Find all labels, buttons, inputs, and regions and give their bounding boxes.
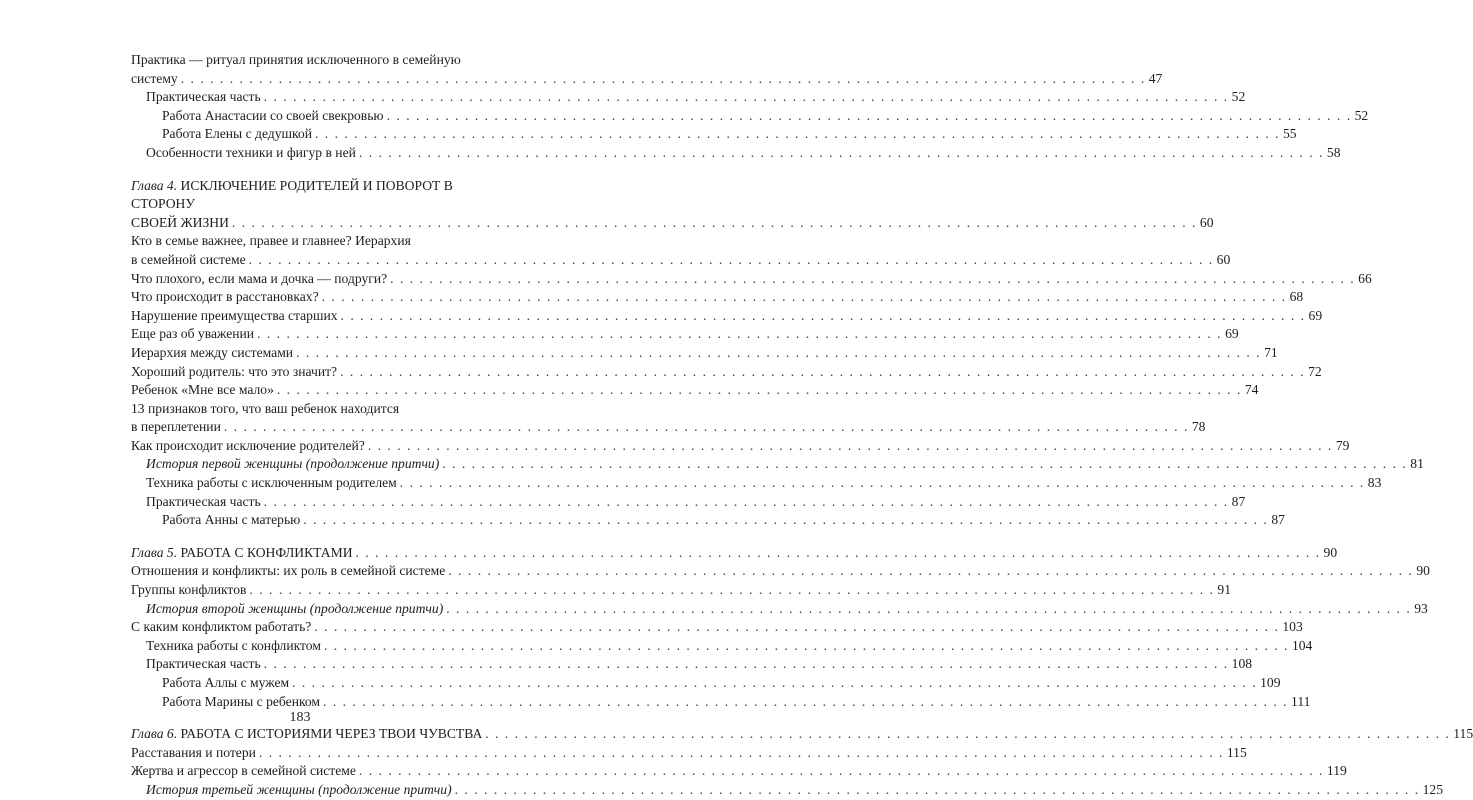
toc-entry-line	[131, 307, 1323, 326]
toc-entry-title	[162, 107, 384, 126]
toc-entry-line	[131, 363, 1322, 382]
toc-entry-title	[131, 581, 246, 600]
toc-entry-title-text: Жертва и агрессор в семейной системе	[131, 763, 356, 779]
dot-leader	[341, 307, 1306, 326]
toc-entry-title	[131, 618, 311, 637]
toc-page-number: 91	[1217, 582, 1232, 598]
toc-entry-title-text: Расставания и потери	[131, 744, 256, 760]
toc-page-number: 52	[1354, 107, 1369, 123]
chapter-label: Глава 6.	[131, 726, 178, 742]
dot-leader	[455, 781, 1420, 800]
dot-leader	[292, 674, 1257, 693]
toc-entry-line	[146, 88, 1246, 107]
toc-entry-title	[162, 693, 320, 712]
toc-entry-title	[146, 88, 261, 107]
toc-page-number: 60	[1216, 251, 1231, 267]
toc-entry[interactable]	[131, 693, 1311, 712]
toc-entry-line	[146, 637, 1313, 656]
toc-entry-title-text: Хороший родитель: что это значит?	[131, 363, 338, 379]
toc-page-number: 90	[1416, 563, 1430, 579]
toc-entry-line	[131, 581, 1232, 600]
toc-page-number: 103	[1282, 619, 1303, 635]
toc-page-number: 83	[1367, 475, 1382, 491]
toc-entry-line	[162, 125, 1297, 144]
chapter-gap	[131, 163, 513, 177]
toc-entry-title-text: Что происходит в расстановках?	[131, 289, 319, 305]
dot-leader	[249, 251, 1214, 270]
dot-leader	[224, 418, 1189, 437]
toc-entry-title-text: С каким конфликтом работать?	[131, 619, 312, 635]
toc-page-number: 108	[1231, 656, 1253, 672]
dot-leader	[485, 725, 1450, 744]
toc-entry-title	[131, 344, 293, 363]
toc-entry-line	[146, 455, 1424, 474]
toc-entry[interactable]	[131, 107, 1369, 126]
toc-entry-title	[131, 307, 338, 326]
toc-entry[interactable]	[131, 781, 1444, 800]
toc-entry[interactable]	[131, 455, 1424, 474]
toc-page-number: 79	[1335, 437, 1350, 453]
toc-entry-title-text: История третьей женщины (продолжение притчи)	[146, 781, 452, 797]
dot-leader	[324, 637, 1289, 656]
toc-page-number: 68	[1289, 289, 1304, 305]
toc-entry-title	[131, 418, 221, 437]
toc-entry-title	[131, 762, 356, 781]
dot-leader	[368, 437, 1333, 456]
toc-entry[interactable]	[131, 51, 1163, 88]
toc-entry-title	[131, 251, 246, 270]
toc-entry-title	[146, 144, 356, 163]
dot-leader	[257, 325, 1222, 344]
toc-entry-line	[131, 251, 1231, 270]
dot-leader	[315, 125, 1280, 144]
toc-entry-title	[131, 381, 274, 400]
toc-entry[interactable]	[131, 725, 1473, 744]
toc-entry[interactable]	[131, 144, 1341, 163]
toc-page-number: 52	[1231, 89, 1246, 105]
toc-entry-title-text: СВОЕЙ ЖИЗНИ	[131, 214, 229, 230]
toc-entry-line	[131, 744, 1247, 763]
toc-page-number: 109	[1260, 675, 1281, 690]
toc-entry[interactable]	[131, 762, 1347, 781]
toc-entry-title-text: Иерархия между системами	[131, 344, 294, 360]
toc-entry[interactable]	[131, 288, 1304, 307]
toc-entry[interactable]	[131, 270, 1372, 289]
toc-page-number: 60	[1199, 214, 1214, 230]
toc-entry-title-text: в переплетении	[131, 419, 221, 435]
dot-leader	[303, 511, 1268, 530]
toc-entry-line	[131, 70, 1163, 89]
toc-page-number: 125	[1422, 781, 1444, 797]
toc-entry-line	[162, 693, 1311, 712]
toc-entry[interactable]	[131, 618, 1303, 637]
toc-entry-title-text: История второй женщины (продолжение притчи)	[146, 600, 444, 616]
dot-leader	[264, 493, 1229, 512]
toc-page-number: 87	[1271, 512, 1285, 528]
toc-entry-title	[146, 655, 261, 674]
toc-entry-title-text: Работа Аллы с мужем	[162, 675, 290, 690]
toc-entry-line	[162, 511, 1285, 530]
toc-entry-title-text: Практическая часть	[146, 89, 261, 105]
toc-page-number: 66	[1358, 270, 1372, 286]
toc-entry[interactable]	[131, 600, 1428, 619]
toc-entry-line	[131, 437, 1350, 456]
toc-entry-title	[131, 544, 353, 563]
toc-entry[interactable]	[131, 581, 1232, 600]
toc-entry[interactable]	[131, 400, 1206, 437]
toc-entry-title	[146, 455, 439, 474]
dot-leader	[387, 107, 1352, 126]
dot-leader	[442, 455, 1407, 474]
dot-leader	[448, 562, 1413, 581]
toc-entry-line	[131, 562, 1430, 581]
toc-entry[interactable]	[131, 474, 1382, 493]
toc-entry[interactable]	[131, 363, 1322, 382]
toc-entry-line	[131, 270, 1372, 289]
toc-entry-line	[146, 781, 1444, 800]
toc-entry-line	[131, 214, 1214, 233]
toc-page-number: 90	[1323, 544, 1338, 560]
toc-entry-title	[131, 70, 178, 89]
toc-entry[interactable]	[131, 674, 1281, 693]
toc-entry[interactable]	[131, 544, 1338, 563]
toc-entry-title	[162, 511, 300, 530]
toc-entry-line	[131, 381, 1259, 400]
toc-entry-title-line1: ИСКЛЮЧЕНИЕ РОДИТЕЛЕЙ И ПОВОРОТ В СТОРОНУ	[131, 177, 453, 212]
toc-entry-line	[162, 107, 1369, 126]
toc-entry-title-text: Отношения и конфликты: их роль в семейной системе	[131, 563, 446, 579]
toc-entry[interactable]	[131, 344, 1278, 363]
toc-entry-title-text: РАБОТА С КОНФЛИКТАМИ	[180, 544, 353, 560]
toc-entry-title	[146, 600, 443, 619]
page-number: 183	[289, 710, 311, 725]
toc-entry[interactable]	[131, 511, 1285, 530]
toc-entry-title	[131, 214, 229, 233]
dot-leader	[232, 214, 1197, 233]
dot-leader	[264, 655, 1229, 674]
toc-entry-title-text: Работа Марины с ребенком	[162, 693, 321, 709]
toc-page-number: 71	[1264, 344, 1278, 360]
toc-entry-title	[146, 637, 321, 656]
toc-entry-line	[146, 493, 1246, 512]
toc-entry-title-line1: Практика — ритуал принятия исключенного в семейную	[131, 52, 461, 67]
toc-entry-line	[162, 674, 1281, 693]
toc-entry-title-line1: 13 признаков того, что ваш ребенок находится	[131, 400, 400, 416]
toc-entry[interactable]	[131, 177, 1214, 233]
toc-entry[interactable]	[131, 655, 1253, 674]
toc-entry-title-text: Группы конфликтов	[131, 582, 247, 598]
toc-entry[interactable]	[131, 744, 1247, 763]
toc-entry[interactable]	[131, 88, 1246, 107]
toc-entry-title-text: в семейной системе	[131, 251, 246, 267]
toc-page-number: 69	[1225, 326, 1239, 342]
toc-page-number: 69	[1308, 307, 1323, 323]
toc-entry-title-text: систему	[131, 70, 178, 86]
toc-entry-title	[162, 125, 312, 144]
toc-entry-title	[131, 725, 482, 744]
toc-entry-title-text: Что плохого, если мама и дочка — подруги?	[131, 270, 388, 286]
toc-page-number: 58	[1326, 144, 1341, 160]
toc-entry-line	[146, 474, 1382, 493]
toc-entry-title	[131, 744, 256, 763]
toc-entry-title-text: РАБОТА С ИСТОРИЯМИ ЧЕРЕЗ ТВОИ ЧУВСТВА	[180, 726, 483, 742]
dot-leader	[322, 288, 1287, 307]
toc-page-number: 87	[1231, 493, 1246, 509]
toc-entry-title-text: Практическая часть	[146, 656, 261, 672]
toc-entry-title	[146, 474, 397, 493]
dot-leader	[259, 744, 1224, 763]
toc-page-number: 115	[1226, 744, 1247, 760]
dot-leader	[359, 144, 1324, 163]
dot-leader	[249, 581, 1214, 600]
toc-entry-title	[131, 363, 337, 382]
toc-entry-title-text: Особенности техники и фигур в ней	[146, 144, 356, 160]
toc-entry[interactable]	[131, 562, 1430, 581]
toc-entry-line	[146, 655, 1253, 674]
dot-leader	[446, 600, 1411, 619]
dot-leader	[296, 344, 1261, 363]
toc-entry-title	[146, 493, 261, 512]
toc-entry-title-text: История первой женщины (продолжение притчи)	[146, 456, 440, 472]
dot-leader	[323, 693, 1288, 712]
toc-entry-line	[131, 618, 1303, 637]
toc-entry-line	[131, 544, 1338, 563]
toc-page-number: 55	[1282, 126, 1297, 142]
toc-page-number: 104	[1291, 637, 1313, 653]
toc-entry[interactable]	[131, 307, 1323, 326]
toc-entry-line	[131, 325, 1239, 344]
toc-entry[interactable]	[131, 232, 1231, 269]
chapter-gap	[131, 530, 513, 544]
toc-entry-title-text: Практическая часть	[146, 493, 261, 509]
toc-entry-title-line1	[131, 177, 513, 214]
toc-page-number: 81	[1410, 456, 1424, 472]
toc-entry-line	[131, 288, 1304, 307]
toc-entry-line	[131, 725, 1473, 744]
toc-entry-title	[131, 270, 387, 289]
toc-entry[interactable]	[131, 493, 1246, 512]
toc-entry-title-text: Работа Анны с матерью	[162, 512, 301, 528]
toc-entry[interactable]	[131, 381, 1259, 400]
toc-entry-title-text: Нарушение преимущества старших	[131, 307, 338, 323]
chapter-label: Глава 5.	[131, 544, 178, 560]
toc-entry-line	[131, 344, 1278, 363]
toc-page-number: 93	[1414, 600, 1428, 616]
toc-entry-line	[131, 418, 1206, 437]
toc-entry-line	[146, 600, 1428, 619]
toc-entry[interactable]	[131, 125, 1297, 144]
toc-entry-title-line1: Кто в семье важнее, правее и главнее? Иерархия	[131, 233, 411, 249]
dot-leader	[359, 762, 1324, 781]
dot-leader	[314, 618, 1279, 637]
toc-entry-title	[131, 288, 319, 307]
toc-page-number: 74	[1244, 382, 1259, 398]
toc-entry-line	[131, 762, 1347, 781]
toc-page-number: 119	[1326, 763, 1347, 779]
toc-entry-title-text: Техника работы с конфликтом	[146, 637, 321, 653]
dot-leader	[340, 363, 1305, 382]
toc-entry[interactable]	[131, 437, 1350, 456]
toc-entry-title-text: Как происходит исключение родителей?	[131, 437, 365, 453]
dot-leader	[400, 474, 1365, 493]
toc-page-number: 111	[1291, 693, 1311, 709]
toc-entry-title-text: Ребенок «Мне все мало»	[131, 382, 274, 398]
toc-entry-title-text: Техника работы с исключенным родителем	[146, 475, 397, 491]
chapter-label: Глава 4.	[131, 177, 178, 193]
toc-entry-line	[146, 144, 1341, 163]
toc-entry[interactable]	[131, 325, 1239, 344]
dot-leader	[277, 381, 1242, 400]
dot-leader	[264, 88, 1229, 107]
dot-leader	[390, 270, 1355, 289]
toc-entry-title-text: Еще раз об уважении	[131, 326, 255, 342]
toc-entry-title	[131, 562, 445, 581]
toc-entry-title	[162, 674, 289, 693]
toc-entry-title	[146, 781, 452, 800]
dot-leader	[181, 70, 1146, 89]
toc-entry-title	[131, 437, 365, 456]
toc-page-number: 47	[1148, 70, 1163, 86]
toc-entry[interactable]	[131, 637, 1313, 656]
toc-entry-title	[131, 325, 254, 344]
toc-page-number: 72	[1308, 363, 1322, 379]
dot-leader	[356, 544, 1321, 563]
toc-page-number: 115	[1453, 726, 1473, 742]
toc-entry-title-text: Работа Елены с дедушкой	[162, 126, 312, 142]
toc-page-number: 78	[1191, 419, 1206, 435]
toc-entry-title-text: Работа Анастасии со своей свекровью	[162, 107, 384, 123]
table-of-contents	[131, 51, 1473, 800]
